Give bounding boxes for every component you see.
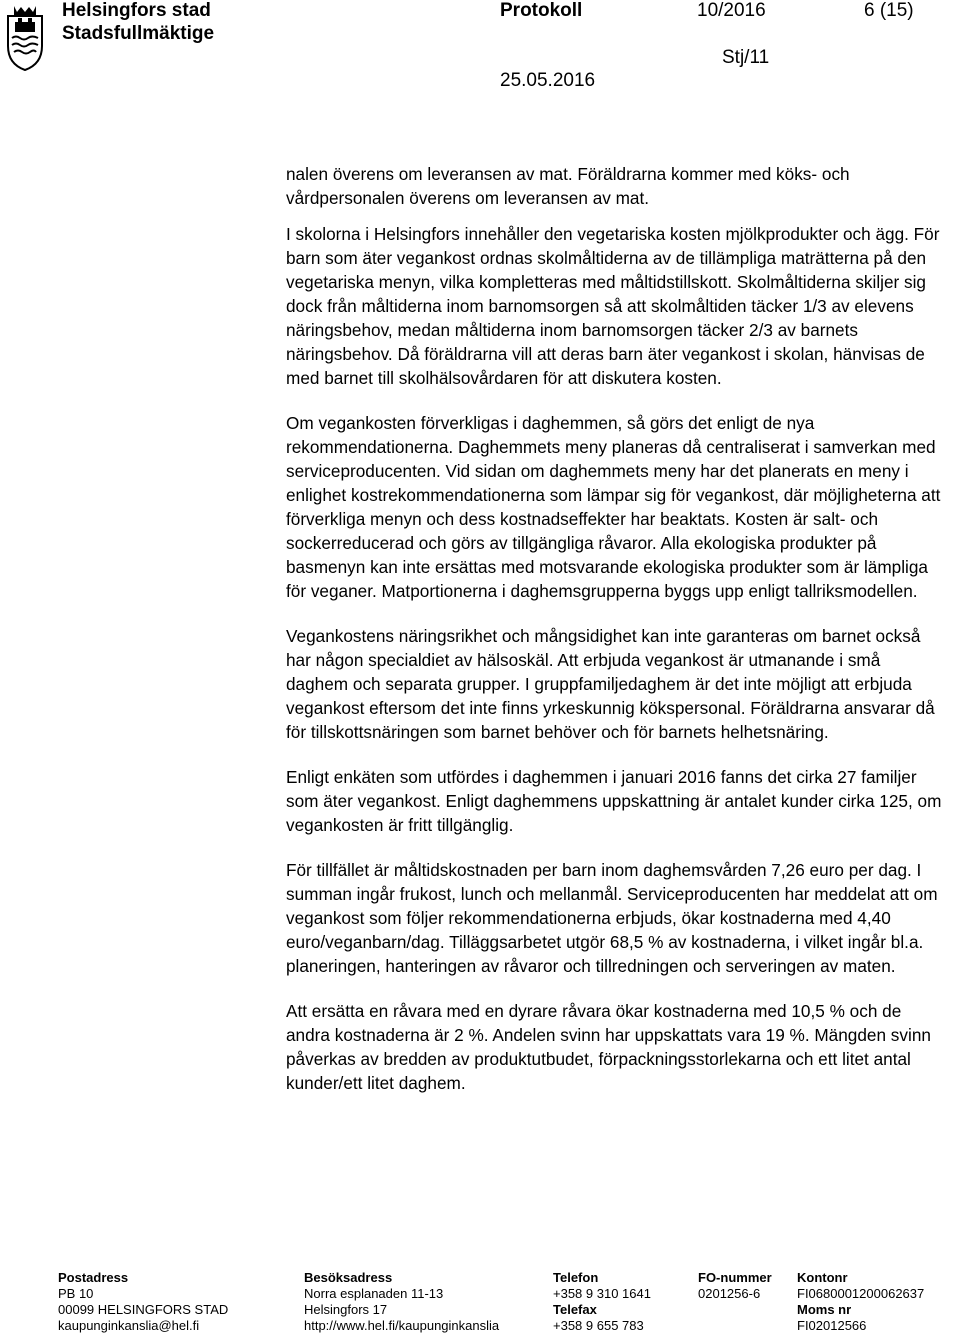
footer-heading: Moms nr	[797, 1302, 852, 1317]
footer-heading: Kontonr	[797, 1270, 848, 1285]
body-paragraph: För tillfället är måltidskostnaden per barn inom daghemsvården 7,26 euro per dag. I summan ingår frukost, lunch och mellanmål. Serviceproducenten har meddelat att om vegankost som följer rekommendationerna erbjuds, ökar kostnaderna med 4,40 euro/veganbarn/dag. Tilläggsarbetet utgör 68,5 % av kostnaderna, i vilket ingår bl.a. planeringen, hanteringen av råvaror och tillredningen och serveringen av maten.	[286, 860, 938, 976]
page-info: 6 (15)	[864, 0, 914, 21]
footer-heading: Postadress	[58, 1270, 129, 1285]
footer-phone-number: +358 9 310 1641	[553, 1286, 651, 1301]
document-type: Protokoll	[500, 0, 583, 21]
footer-account-number: FI0680001200062637	[797, 1286, 925, 1301]
footer-website-link[interactable]: http://www.hel.fi/kaupunginkanslia	[304, 1318, 500, 1333]
document-date: 25.05.2016	[500, 70, 596, 91]
body-paragraph: Enligt enkäten som utfördes i daghemmen i januari 2016 fanns det cirka 27 familjer som äter vegankost. Enligt daghemmens uppskattning är antalet kunder cirka 125, om vegankosten är fritt tillgänglig.	[286, 767, 942, 835]
footer-heading: Telefax	[553, 1302, 597, 1317]
footer-line: Helsingfors 17	[304, 1302, 388, 1317]
body-paragraph: Vegankostens näringsrikhet och mångsidighet kan inte garanteras om barnet också har någon specialdiet av hälsoskäl. Att erbjuda vegankost är utmanande i små daghem och separata grupper. I gruppfamiljedaghem är det inte möjligt att erbjuda vegankost eftersom det inte finns yrkeskunnig kökspersonal. Föräldrarna ansvarar då för tillskottsnäringen som barnet behöver och för barnets helhetsnäring.	[286, 626, 935, 742]
organization-body: Stadsfullmäktige	[62, 23, 215, 44]
footer-business-id	[698, 1270, 772, 1302]
footer-phone	[553, 1270, 651, 1334]
footer-account	[797, 1270, 924, 1334]
footer-heading: Besöksadress	[304, 1270, 393, 1285]
document-body	[286, 162, 946, 1116]
body-paragraph: Att ersätta en råvara med en dyrare råvara ökar kostnaderna med 10,5 % och de andra kostnaderna är 2 %. Andelen svinn har uppskattats vara 19 %. Mängden svinn påverkas av bredden av produktutbudet, förpackningsstorlekarna och ett litet antal kunder/ett litet daghem.	[286, 1001, 931, 1093]
footer-vat-number: FI02012566	[797, 1318, 867, 1333]
footer-visit-address	[304, 1270, 499, 1334]
footer-postal-address	[58, 1270, 228, 1334]
section-reference: Stj/11	[722, 47, 770, 68]
footer-email-link[interactable]: kaupunginkanslia@hel.fi	[58, 1318, 200, 1333]
document-number: 10/2016	[697, 0, 766, 21]
body-paragraph: Om vegankosten förverkligas i daghemmen, så görs det enligt de nya rekommendationerna. Daghemmets meny planeras då centraliserat i samverkan med serviceproducenten. Vid sidan om daghemmets meny har det planerats en meny i enlighet kostrekommendationerna som lämpar sig för vegankost, där möjligheterna att förverkliga menyn och dess kostnadseffekter har beaktats. Kosten är salt- och sockerreducerad och görs av tillgängliga råvaror. Alla ekologiska produkter på basmenyn kan inte ersättas med motsvarande ekologiska produkter som är lämpliga för veganer. Matportionerna i daghemsgrupperna byggs upp enligt tallriksmodellen.	[286, 413, 941, 601]
page-footer	[0, 1270, 960, 1337]
footer-heading: Telefon	[553, 1270, 599, 1285]
footer-fax-number: +358 9 655 783	[553, 1318, 644, 1333]
organization-name: Helsingfors stad	[62, 0, 211, 21]
footer-line: Norra esplanaden 11-13	[304, 1286, 444, 1301]
footer-heading: FO-nummer	[698, 1270, 772, 1285]
footer-line: 00099 HELSINGFORS STAD	[58, 1302, 229, 1317]
city-coat-of-arms-icon	[4, 2, 46, 72]
body-paragraph: nalen överens om leveransen av mat. Föräldrarna kommer med köks- och vårdpersonalen överens om leveransen av mat.	[286, 164, 850, 208]
footer-line: PB 10	[58, 1286, 94, 1301]
footer-business-id-value: 0201256-6	[698, 1286, 761, 1301]
body-paragraph: I skolorna i Helsingfors innehåller den vegetariska kosten mjölkprodukter och ägg. För barn som äter vegankost ordnas skolmåltiderna av de tillämpliga maträtterna på den vegetariska menyn, vilka kompletteras med måltidstillskott. Skolmåltiderna skiljer sig dock från måltiderna inom barnomsorgen så att skolmåltiden täcker 1/3 av elevens näringsbehov, medan måltiderna inom barnomsorgen täcker 2/3 av barnets näringsbehov. Då föräldrarna vill att deras barn äter vegankost i skolan, hänvisas de med barnet till skolhälsovårdaren för att diskutera kosten.	[286, 224, 940, 388]
